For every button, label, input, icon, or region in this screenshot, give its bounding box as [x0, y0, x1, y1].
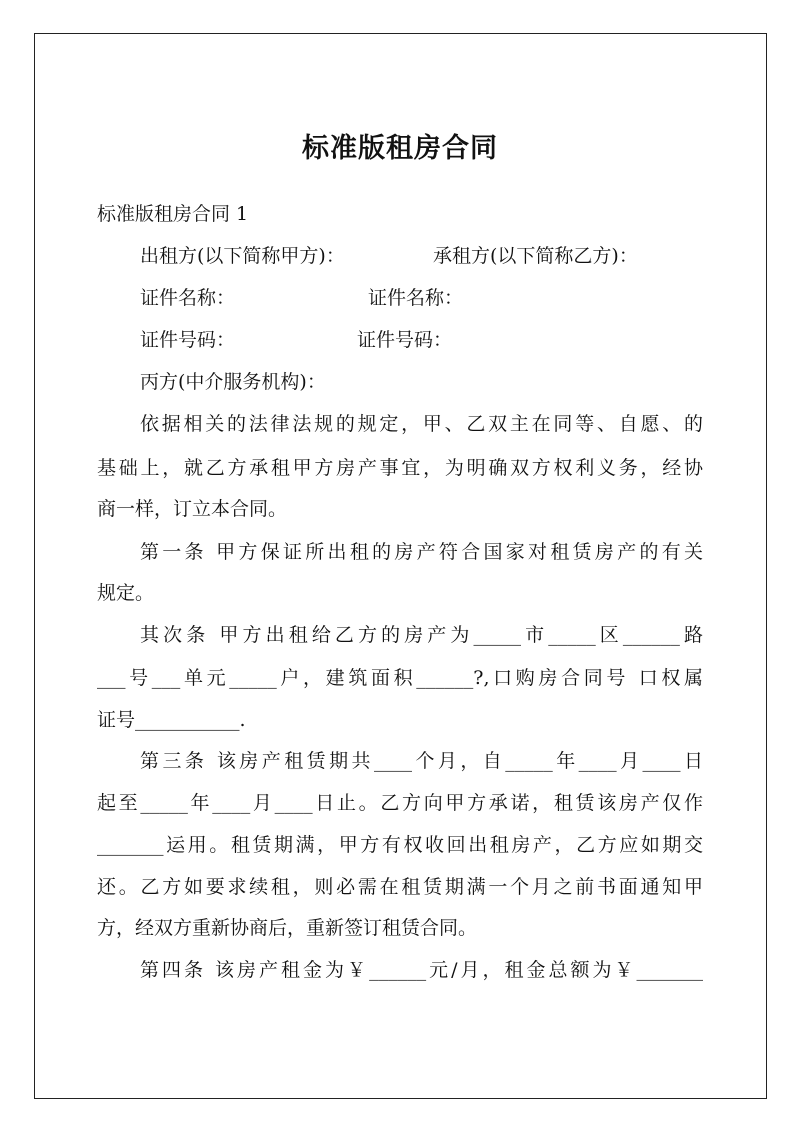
party-b-label: 承租方(以下简称乙方)：	[433, 245, 638, 267]
article3-line-5: 方，经双方重新协商后，重新签订租赁合同。	[97, 917, 478, 939]
document-title: 标准版租房合同	[302, 133, 498, 164]
article2-line-1: 其次条 甲方出租给乙方的房产为_____市_____区______路	[140, 624, 703, 646]
article2-line-2: ___号___单元_____户，建筑面积______?,口购房合同号 口权属	[97, 667, 703, 689]
intro-line-2: 基础上，就乙方承租甲方房产事宜，为明确双方权利义务，经协	[97, 457, 703, 479]
article3-line-2: 起至_____年____月____日止。乙方向甲方承诺，租赁该房产仅作	[97, 792, 703, 814]
id-number-a-label: 证件号码：	[140, 329, 236, 351]
article3-line-1: 第三条 该房产租赁期共____个月，自_____年____月____日	[140, 750, 703, 772]
intro-line-1: 依据相关的法律法规的规定，甲、乙双主在同等、自愿、的	[140, 413, 703, 435]
document-subtitle: 标准版租房合同 1	[97, 203, 249, 225]
article1-line-2: 规定。	[97, 582, 155, 604]
page-border	[34, 33, 767, 1099]
article3-line-3: _______运用。租赁期满，甲方有权收回出租房产，乙方应如期交	[97, 834, 703, 856]
id-name-b-label: 证件名称：	[368, 287, 464, 309]
party-c-label: 丙方(中介服务机构)：	[140, 371, 326, 393]
article3-line-4: 还。乙方如要求续租，则必需在租赁期满一个月之前书面通知甲	[97, 876, 703, 898]
intro-line-3: 商一样，订立本合同。	[97, 498, 288, 520]
id-name-a-label: 证件名称：	[140, 287, 236, 309]
id-number-b-label: 证件号码：	[357, 329, 453, 351]
article1-line-1: 第一条 甲方保证所出租的房产符合国家对租赁房产的有关	[140, 541, 703, 563]
article4-line-1: 第四条 该房产租金为￥______元/月，租金总额为￥_______	[140, 959, 703, 981]
party-a-label: 出租方(以下简称甲方)：	[140, 245, 345, 267]
article2-line-3: 证号___________.	[97, 709, 246, 731]
